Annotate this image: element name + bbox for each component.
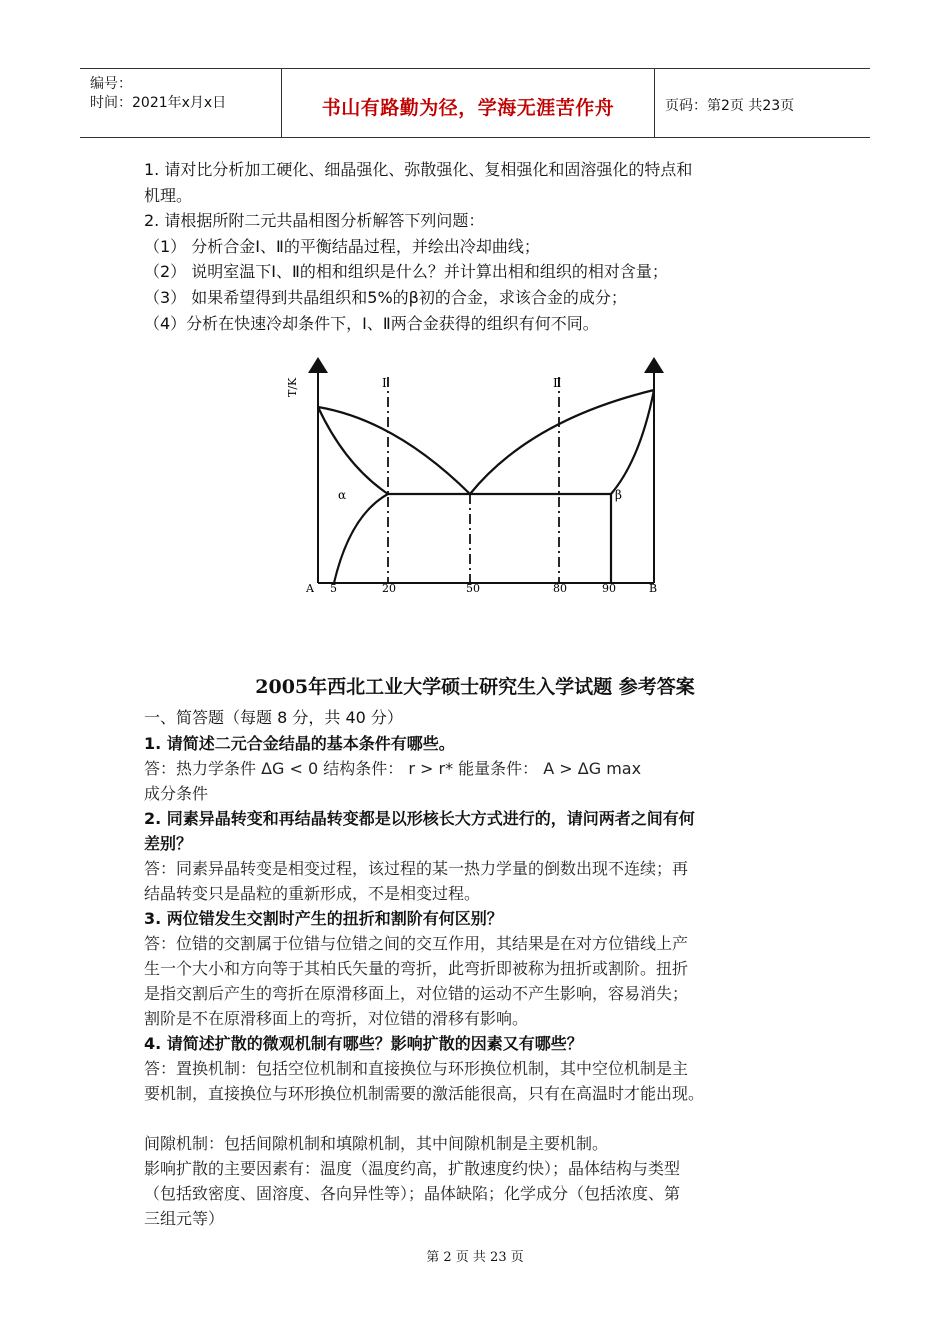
answer-2-line-1: 答：同素异晶转变是相变过程，该过程的某一热力学量的倒数出现不连续；再 (144, 859, 689, 878)
answer-2-question-line-1: 2. 同素异晶转变和再结晶转变都是以形核长大方式进行的，请问两者之间有何 (144, 809, 695, 828)
tick-label-5: 5 (330, 582, 337, 595)
page-footer: 第 2 页 共 23 页 (426, 1250, 524, 1265)
motto-text: 书山有路勤为径，学海无涯苦作舟 (321, 97, 615, 119)
tick-label-A: A (306, 582, 314, 595)
doc-number-label: 编号： (90, 76, 132, 92)
answer-4-line-5: （包括致密度、固溶度、各向异性等）；晶体缺陷；化学成分（包括浓度、第 (144, 1184, 681, 1203)
section-heading: 一、简答题（每题 8 分，共 40 分） (144, 708, 403, 727)
answer-3-question: 3. 两位错发生交割时产生的扭折和割阶有何区别？ (144, 909, 503, 928)
answer-4-line-2: 要机制，直接换位与环形换位机制需要的激活能很高，只有在高温时才能出现。 (144, 1084, 705, 1103)
answer-4-line-3: 间隙机制：包括间隙机制和填隙机制，其中间隙机制是主要机制。 (144, 1134, 609, 1153)
alloy-II-label: Ⅱ (553, 376, 562, 390)
doc-date-label: 时间：2021年x月x日 (90, 95, 227, 111)
answer-3-line-1: 答：位错的交割属于位错与位错之间的交互作用，其结果是在对方位错线上产 (144, 934, 689, 953)
solidus-alpha (318, 407, 388, 494)
alpha-label: α (338, 488, 347, 502)
tick-label-80: 80 (553, 582, 567, 595)
question-2-4: （4）分析在快速冷却条件下，Ⅰ、Ⅱ两合金获得的组织有何不同。 (144, 314, 599, 333)
answers-title: 2005年西北工业大学硕士研究生入学试题 参考答案 (255, 676, 695, 698)
tick-label-90: 90 (602, 582, 616, 595)
eutectic-phase-diagram (270, 355, 690, 615)
tick-label-20: 20 (382, 582, 396, 595)
answer-1-question: 1. 请简述二元合金结晶的基本条件有哪些。 (144, 734, 455, 753)
question-1-line-1: 1. 请对比分析加工硬化、细晶强化、弥散强化、复相强化和固溶强化的特点和 (144, 160, 693, 179)
beta-label: β (615, 488, 622, 502)
answer-1-line-2: 成分条件 (144, 784, 209, 803)
answer-1-line-1: 答：热力学条件 ΔG < 0 结构条件： r > r* 能量条件： A > ΔG max (144, 759, 642, 778)
question-2: 2. 请根据所附二元共晶相图分析解答下列问题： (144, 211, 485, 230)
liquidus-left (318, 407, 470, 494)
liquidus-right (470, 390, 654, 494)
header-meta-cell (80, 69, 282, 137)
answer-4-question: 4. 请简述扩散的微观机制有哪些？影响扩散的因素又有哪些？ (144, 1034, 583, 1053)
answer-3-line-4: 割阶是不在原滑移面上的弯折，对位错的滑移有影响。 (144, 1009, 529, 1028)
alloy-I-label: Ⅰ (382, 376, 387, 390)
answer-2-question-line-2: 差别？ (144, 834, 193, 853)
question-1-line-2: 机理。 (144, 186, 193, 205)
answer-3-line-2: 生一个大小和方向等于其柏氏矢量的弯折，此弯折即被称为扭折或割阶。扭折 (144, 959, 689, 978)
page-header (80, 68, 870, 138)
y-axis-label: T/K (286, 377, 299, 397)
answer-2-line-2: 结晶转变只是晶粒的重新形成，不是相变过程。 (144, 884, 481, 903)
question-2-2: （2） 说明室温下Ⅰ、Ⅱ的相和组织是什么？并计算出相和组织的相对含量； (144, 262, 668, 281)
solvus-alpha (334, 494, 388, 583)
answer-4-line-1: 答：置换机制：包括空位机制和直接换位与环形换位机制，其中空位机制是主 (144, 1059, 689, 1078)
question-2-3: （3） 如果希望得到共晶组织和5%的β初的合金，求该合金的成分； (144, 288, 627, 307)
tick-label-50: 50 (466, 582, 480, 595)
answer-4-line-6: 三组元等） (144, 1209, 225, 1228)
header-page-label: 页码：第2页 共23页 (665, 98, 795, 114)
answer-3-line-3: 是指交割后产生的弯折在原滑移面上，对位错的运动不产生影响，容易消失； (144, 984, 689, 1003)
question-2-1: （1） 分析合金Ⅰ、Ⅱ的平衡结晶过程，并绘出冷却曲线； (144, 237, 540, 256)
header-motto-cell (282, 69, 655, 137)
tick-label-B: B (649, 582, 658, 595)
header-page-cell (655, 69, 870, 137)
answer-4-line-4: 影响扩散的主要因素有：温度（温度约高，扩散速度约快）；晶体结构与类型 (144, 1159, 681, 1178)
solidus-beta (611, 390, 654, 494)
